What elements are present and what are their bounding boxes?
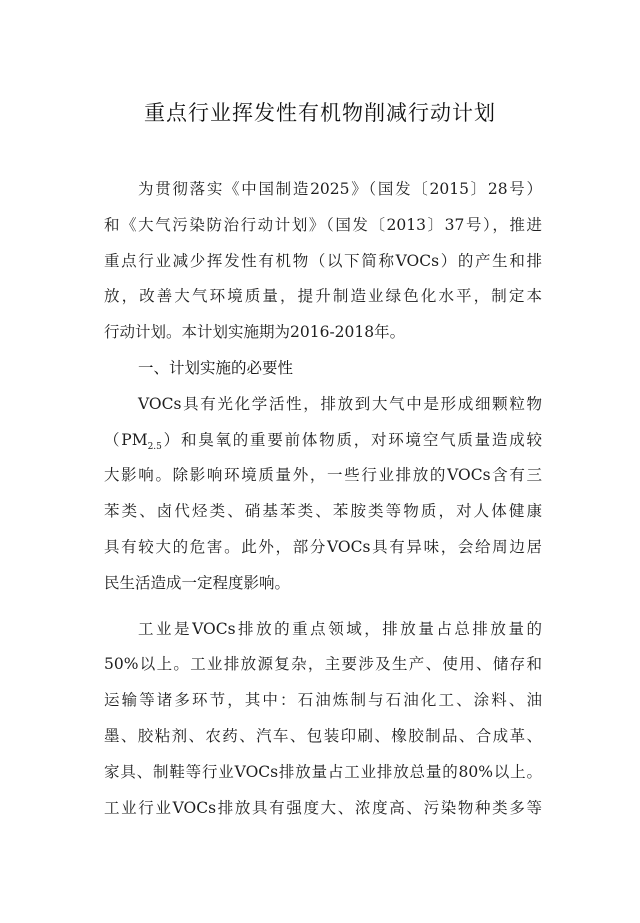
section-heading: 一、计划实施的必要性: [138, 358, 294, 377]
text-line: 苯类、卤代烃类、硝基苯类、苯胺类等物质，对人体健康: [104, 502, 542, 521]
text-line: 运输等诸多环节，其中：石油炼制与石油化工、涂料、油: [104, 691, 542, 710]
text-line: 重点行业减少挥发性有机物（以下简称VOCs）的产生和排: [104, 251, 542, 270]
text-line: 具有较大的危害。此外，部分VOCs具有异味，会给周边居: [104, 537, 542, 556]
text-line: 行动计划。本计划实施期为2016-2018年。: [104, 323, 406, 342]
intro-paragraph: [104, 172, 542, 351]
text-line: [104, 423, 542, 459]
text-line: 50%以上。工业排放源复杂，主要涉及生产、使用、储存和: [104, 655, 542, 674]
document-body: [104, 172, 542, 826]
text-line: 大影响。除影响环境质量外，一些行业排放的VOCs含有三: [104, 466, 542, 485]
document-title: 重点行业挥发性有机物削减行动计划: [144, 101, 496, 125]
text-line: 民生活造成一定程度影响。: [104, 573, 291, 592]
text-fragment: ）和臭氧的重要前体物质，对环境空气质量造成较: [161, 430, 542, 449]
text-line: 家具、制鞋等行业VOCs排放量占工业排放总量的80%以上。: [104, 762, 542, 781]
section-paragraph-2: [104, 612, 542, 827]
text-line: 工业是VOCs排放的重点领域，排放量占总排放量的: [138, 619, 542, 638]
text-line: VOCs具有光化学活性，排放到大气中是形成细颗粒物: [138, 394, 542, 413]
text-line: 放，改善大气环境质量，提升制造业绿色化水平，制定本: [104, 287, 542, 306]
text-line: 墨、胶粘剂、农药、汽车、包装印刷、橡胶制品、合成革、: [104, 726, 542, 745]
paragraph-gap: [104, 602, 542, 612]
text-line: 为贯彻落实《中国制造2025》（国发〔2015〕28号）: [138, 180, 542, 198]
text-fragment: （PM: [104, 430, 148, 449]
subscript-text: 2.5: [147, 441, 162, 452]
section-paragraph-1: [104, 387, 542, 602]
text-line: 和《大气污染防治行动计划》（国发〔2013〕37号），推进: [104, 215, 542, 234]
text-line: 工业行业VOCs排放具有强度大、浓度高、污染物种类多等: [104, 798, 542, 817]
